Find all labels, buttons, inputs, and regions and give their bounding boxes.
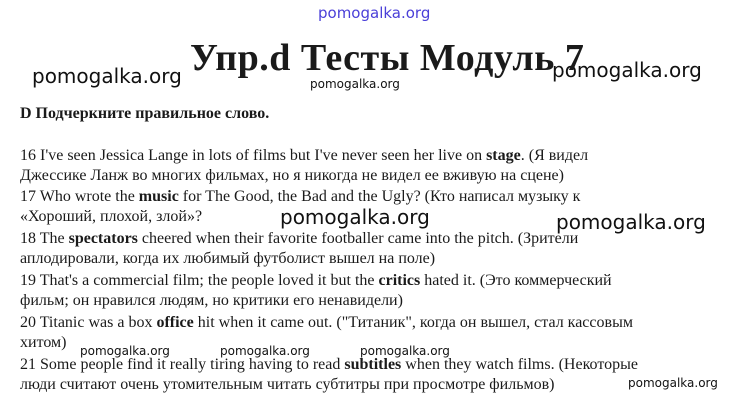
item-16-line-1: 16 I've seen Jessica Lange in lots of films but I've never seen her live on stage. (Я видел [20, 147, 589, 164]
answer-word: office [156, 314, 194, 331]
item-19-line-2: фильм; он нравился людям, но критики его ненавидели) [20, 292, 403, 309]
answer-word: spectators [68, 230, 138, 247]
item-18-line-2: аплодировали, когда их любимый футболист вышел на поле) [20, 250, 436, 267]
watermark-under-title: pomogalka.org [310, 77, 400, 91]
answer-word: music [138, 188, 179, 205]
watermark-left: pomogalka.org [32, 64, 182, 88]
item-21-line-1: 21 Some people find it really tiring having to read subtitles when they watch films. (Некоторые [20, 356, 638, 373]
item-16-line-2: Джессике Ланж во многих фильмах, но я никогда не видел ее вживую на сцене) [20, 167, 564, 184]
task-instruction: D Подчеркните правильное слово. [20, 105, 270, 122]
item-21-line-2: люди считают очень утомительным читать субтитры при просмотре фильмов) [20, 376, 555, 393]
item-17-line-2: «Хороший, плохой, злой»? [20, 208, 203, 225]
page-title: Упр.d Тесты Модуль 7 [190, 37, 585, 79]
answer-word: subtitles [344, 356, 402, 373]
watermark-center-right: pomogalka.org [556, 210, 706, 234]
watermark-bottom-4: pomogalka.org [628, 376, 718, 390]
watermark-top: pomogalka.org [318, 4, 431, 22]
item-20-line-1: 20 Titanic was a box office hit when it came out. ("Титаник", когда он вышел, стал кассовым [20, 314, 633, 331]
watermark-bottom-2: pomogalka.org [220, 344, 310, 358]
watermark-bottom-3: pomogalka.org [360, 344, 450, 358]
item-19-line-1: 19 That's a commercial film; the people loved it but the critics hated it. (Это коммерческий [20, 272, 612, 289]
answer-word: critics [378, 272, 421, 289]
watermark-right: pomogalka.org [552, 58, 702, 82]
answer-word: stage [486, 147, 521, 164]
item-18-line-1: 18 The spectators cheered when their favorite footballer came into the pitch. (Зрители [20, 230, 579, 247]
watermark-center: pomogalka.org [280, 205, 430, 229]
item-20-line-2: хитом) [20, 334, 67, 351]
item-17-line-1: 17 Who wrote the music for The Good, the Bad and the Ugly? (Кто написал музыку к [20, 188, 581, 205]
watermark-bottom-1: pomogalka.org [80, 344, 170, 358]
